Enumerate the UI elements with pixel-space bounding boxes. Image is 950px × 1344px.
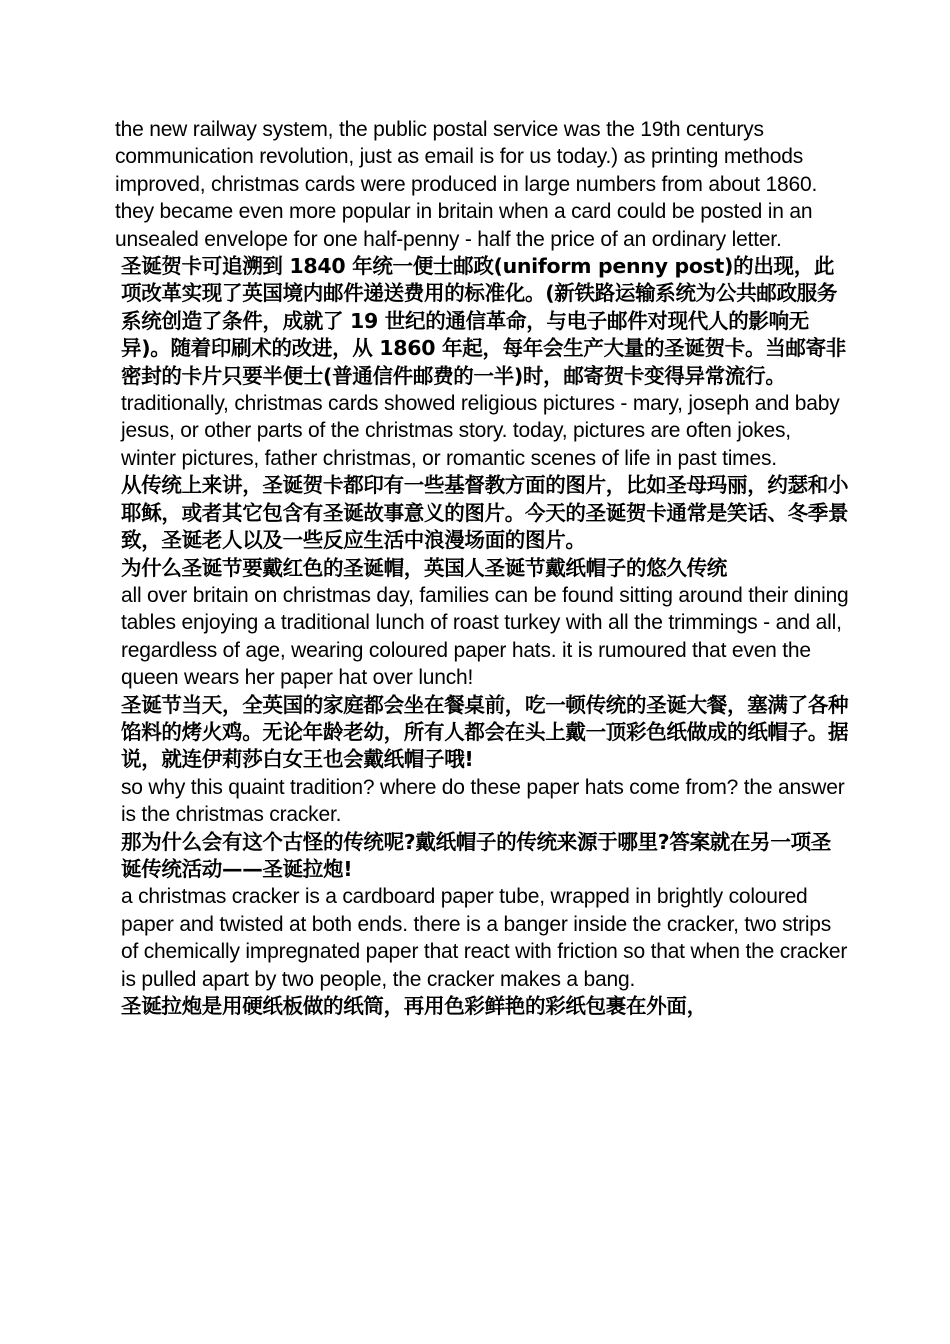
document-page [115,116,850,1020]
paragraph-en-cracker: a christmas cracker is a cardboard paper tube, wrapped in brightly coloured paper and twisted at both ends. there is a banger inside the cracker, two strips of chemically impregnated paper that react with friction so that when the cracker is pulled apart by two people, the cracker makes a bang. [121,885,848,991]
paragraph-en-card-pictures: traditionally, christmas cards showed religious pictures - mary, joseph and baby jesus, or other parts of the christmas story. today, pictures are often jokes, winter pictures, father christmas, or romantic scenes of life in past times. [121,392,840,470]
paragraph-zh-quaint-tradition: 那为什么会有这个古怪的传统呢?戴纸帽子的传统来源于哪里?答案就在另一项圣诞传统活动——圣诞拉炮! [121,829,831,881]
paragraph-zh-card-pictures: 从传统上来讲，圣诞贺卡都印有一些基督教方面的图片，比如圣母玛丽，约瑟和小耶稣，或者其它包含有圣诞故事意义的图片。今天的圣诞贺卡通常是笑话、冬季景致，圣诞老人以及一些反应生活中浪漫场面的图片。 [121,473,849,553]
paragraph-zh-christmas-lunch: 圣诞节当天，全英国的家庭都会坐在餐桌前，吃一顿传统的圣诞大餐，塞满了各种馅料的烤火鸡。无论年龄老幼，所有人都会在头上戴一顶彩色纸做成的纸帽子。据说，就连伊莉莎白女王也会戴纸帽子哦! [121,692,849,772]
paragraph-zh-penny-post: 圣诞贺卡可追溯到 1840 年统一便士邮政(uniform penny post)的出现，此项改革实现了英国境内邮件递送费用的标准化。(新铁路运输系统为公共邮政服务系统创造了条件，成就了 19 世纪的通信革命，与电子邮件对现代人的影响无异)。随着印刷术的改进，从 1860 年起，每年会生产大量的圣诞贺卡。当邮寄非密封的卡片只要半便士(普通信件邮费的一半)时，邮寄贺卡变得异常流行。 [121,254,846,388]
paragraph-zh-cracker: 圣诞拉炮是用硬纸板做的纸筒，再用色彩鲜艳的彩纸包裹在外面， [121,994,707,1018]
paragraph-en-christmas-lunch: all over britain on christmas day, families can be found sitting around their dining tables enjoying a traditional lunch of roast turkey with all the trimmings - and all, regardless of age, wearing coloured paper hats. it is rumoured that even the queen wears her paper hat over lunch! [121,583,849,690]
paragraph-en-quaint-tradition: so why this quaint tradition? where do these paper hats come from? the answer is the christmas cracker. [121,775,845,827]
section-heading-paper-hats: 为什么圣诞节要戴红色的圣诞帽，英国人圣诞节戴纸帽子的悠久传统 [121,555,727,580]
paragraph-en-railway: the new railway system, the public postal service was the 19th centurys communication revolution, just as email is for us today.) as printing methods improved, christmas cards were produced in large numbers from about 1860. they became even more popular in britain when a card could be posted in an unsealed envelope for one half-penny - half the price of an ordinary letter. [115,118,818,251]
